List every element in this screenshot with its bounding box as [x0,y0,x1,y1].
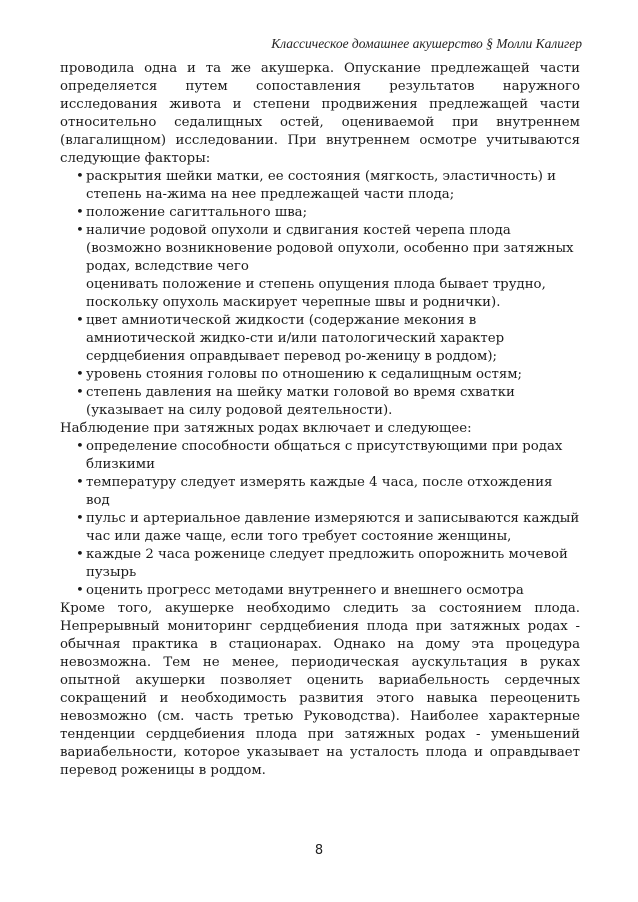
list-item: • каждые 2 часа роженице следует предложить опорожнить мочевой пузырь [76,547,568,580]
observation-list [60,438,580,600]
list-item: • степень давления на шейку матки головой во время схватки (указывает на силу родовой деятельности). [76,385,515,418]
list-item: • уровень стояния головы по отношению к седалищным остям; [76,367,523,382]
bullet-icon: • [76,205,84,220]
bullet-icon: • [76,169,84,184]
list-item: • цвет амниотической жидкости (содержание мекония в амниотической жидко-сти и/или патологический характер сердцебиения оправдывает перевод ро-женицу в роддом); [76,313,505,364]
observation-intro: Наблюдение при затяжных родах включает и следующее: [60,421,472,436]
list-item: • наличие родовой опухоли и сдвигания костей черепа плода (возможно возникновение родовой опухоли, особенно при затяжных родах, вследствие чего [76,223,574,274]
list-item: • определение способности общаться с присутствующими при родах близкими [76,439,563,472]
bullet-icon: • [76,439,84,454]
bullet-icon: • [76,367,84,382]
list-item: • температуру следует измерять каждые 4 часа, после отхождения вод [76,475,553,508]
bullet-icon: • [76,583,84,598]
bullet-icon: • [76,313,84,328]
bullet-icon: • [76,547,84,562]
bullet-icon: • [76,475,84,490]
page-number: 8 [314,843,324,858]
list-item: • раскрытия шейки матки, ее состояния (мягкость, эластичность) и степень на-жима на нее предлежащей части плода; [76,169,556,202]
list-item: • оценить прогресс методами внутреннего и внешнего осмотра [76,583,524,598]
bullet-icon: • [76,511,84,526]
list-item: • положение сагиттального шва; [76,205,308,220]
bullet-icon: • [76,223,84,238]
factors-continuation: оценивать положение и степень опущения плода бывает трудно, поскольку опухоль маскирует черепные швы и роднички). [86,277,546,310]
bullet-icon: • [76,385,84,400]
paragraph-intro: проводила одна и та же акушерка. Опускание предлежащей части определяется путем сопоставления результатов наружного исследования живота и степени продвижения предлежащей части относительно седалищных остей, оцениваемой при внутреннем (влагалищном) исследовании. При внутреннем осмотре учитываются следующие факторы: [60,61,580,166]
running-header: Классическое домашнее акушерство § Молли Калигер [271,36,582,51]
paragraph-fetal-monitoring: Кроме того, акушерке необходимо следить за состоянием плода. Непрерывный мониторинг сердцебиения плода при затяжных родах - обычная практика в стационарах. Однако на дому эта процедура невозможна. Тем не менее, периодическая аускультация в руках опытной акушерки позволяет оценить вариабельность сердечных сокращений и необходимость развития этого навыка переоценить невозможно (см. часть третью Руководства). Наиболее характерные тенденции сердцебиения плода при затяжных родах - уменьшений вариабельности, которое указывает на усталость плода и оправдывает перевод роженицы в роддом. [60,601,580,778]
list-item: • пульс и артериальное давление измеряются и записываются каждый час или даже чаще, если того требует состояние женщины, [76,511,580,544]
factors-list-more [60,312,580,420]
page-body [60,60,580,780]
factors-list [60,168,580,276]
